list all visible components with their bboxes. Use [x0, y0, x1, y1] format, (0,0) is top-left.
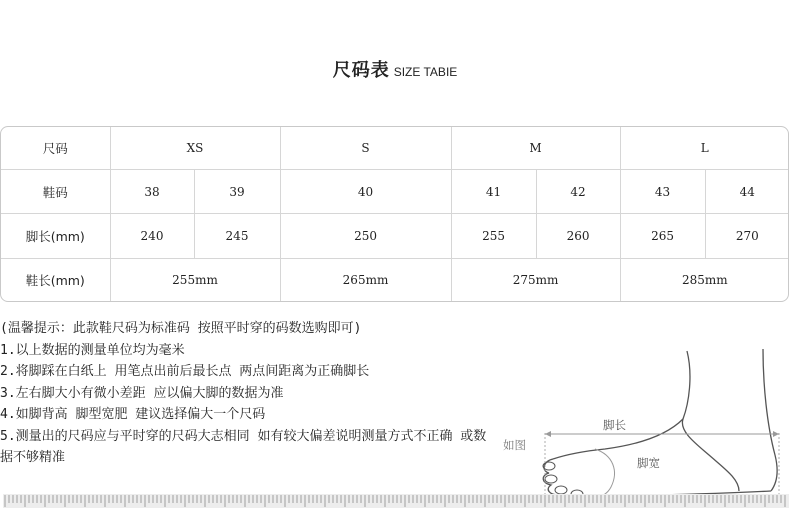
row-label-size: 尺码: [1, 127, 110, 170]
notes-intro: (温馨提示：此款鞋尺码为标准码 按照平时穿的码数选购即可): [0, 321, 362, 336]
size-cell: L: [620, 127, 789, 170]
shoe-length-cell: 255mm: [110, 258, 280, 301]
foot-length-label: 脚长: [603, 418, 626, 432]
shoe-size-cell: 40: [280, 170, 451, 214]
ruler-strip: [3, 494, 789, 508]
size-cell: M: [451, 127, 620, 170]
row-label-shoe-length: 鞋长(mm): [1, 258, 110, 301]
shoe-length-cell: 265mm: [280, 258, 451, 301]
measurement-notes: [0, 318, 490, 469]
table-row-size: [1, 127, 789, 170]
foot-length-cell: 250: [280, 214, 451, 258]
shoe-size-cell: 43: [620, 170, 705, 214]
shoe-size-cell: 39: [194, 170, 280, 214]
page-title: [0, 56, 790, 82]
table-row-foot-length: [1, 214, 789, 258]
foot-measure-illustration: [495, 345, 790, 505]
shoe-length-cell: 285mm: [620, 258, 789, 301]
note-item: 2.将脚踩在白纸上 用笔点出前后最长点 两点间距离为正确脚长: [0, 364, 370, 379]
title-cn: 尺码表: [332, 60, 390, 81]
row-label-foot-length: 脚长(mm): [1, 214, 110, 258]
size-cell: S: [280, 127, 451, 170]
shoe-size-cell: 42: [536, 170, 620, 214]
note-item: 5.测量出的尺码应与平时穿的尺码大志相同 如有较大偏差说明测量方式不正确 或数据不够精准: [0, 428, 487, 465]
table-row-shoe-size: [1, 170, 789, 214]
size-cell: XS: [110, 127, 280, 170]
shoe-length-cell: 275mm: [451, 258, 620, 301]
figure-caption: 如图: [503, 438, 526, 452]
foot-length-cell: 245: [194, 214, 280, 258]
note-item: 4.如脚背高 脚型宽肥 建议选择偏大一个尺码: [0, 407, 266, 422]
title-en: SIZE TABIE: [393, 65, 458, 79]
foot-length-cell: 270: [705, 214, 789, 258]
row-label-shoe-size: 鞋码: [1, 170, 110, 214]
foot-length-cell: 255: [451, 214, 536, 258]
foot-length-cell: 260: [536, 214, 620, 258]
foot-length-cell: 240: [110, 214, 194, 258]
shoe-size-cell: 44: [705, 170, 789, 214]
note-item: 1.以上数据的测量单位均为毫米: [0, 342, 185, 358]
shoe-size-cell: 41: [451, 170, 536, 214]
foot-width-label: 脚宽: [637, 456, 660, 470]
size-table: [0, 126, 789, 302]
note-item: 3.左右脚大小有微小差距 应以偏大脚的数据为准: [0, 385, 284, 401]
table-row-shoe-length: [1, 258, 789, 301]
shoe-size-cell: 38: [110, 170, 194, 214]
foot-length-cell: 265: [620, 214, 705, 258]
